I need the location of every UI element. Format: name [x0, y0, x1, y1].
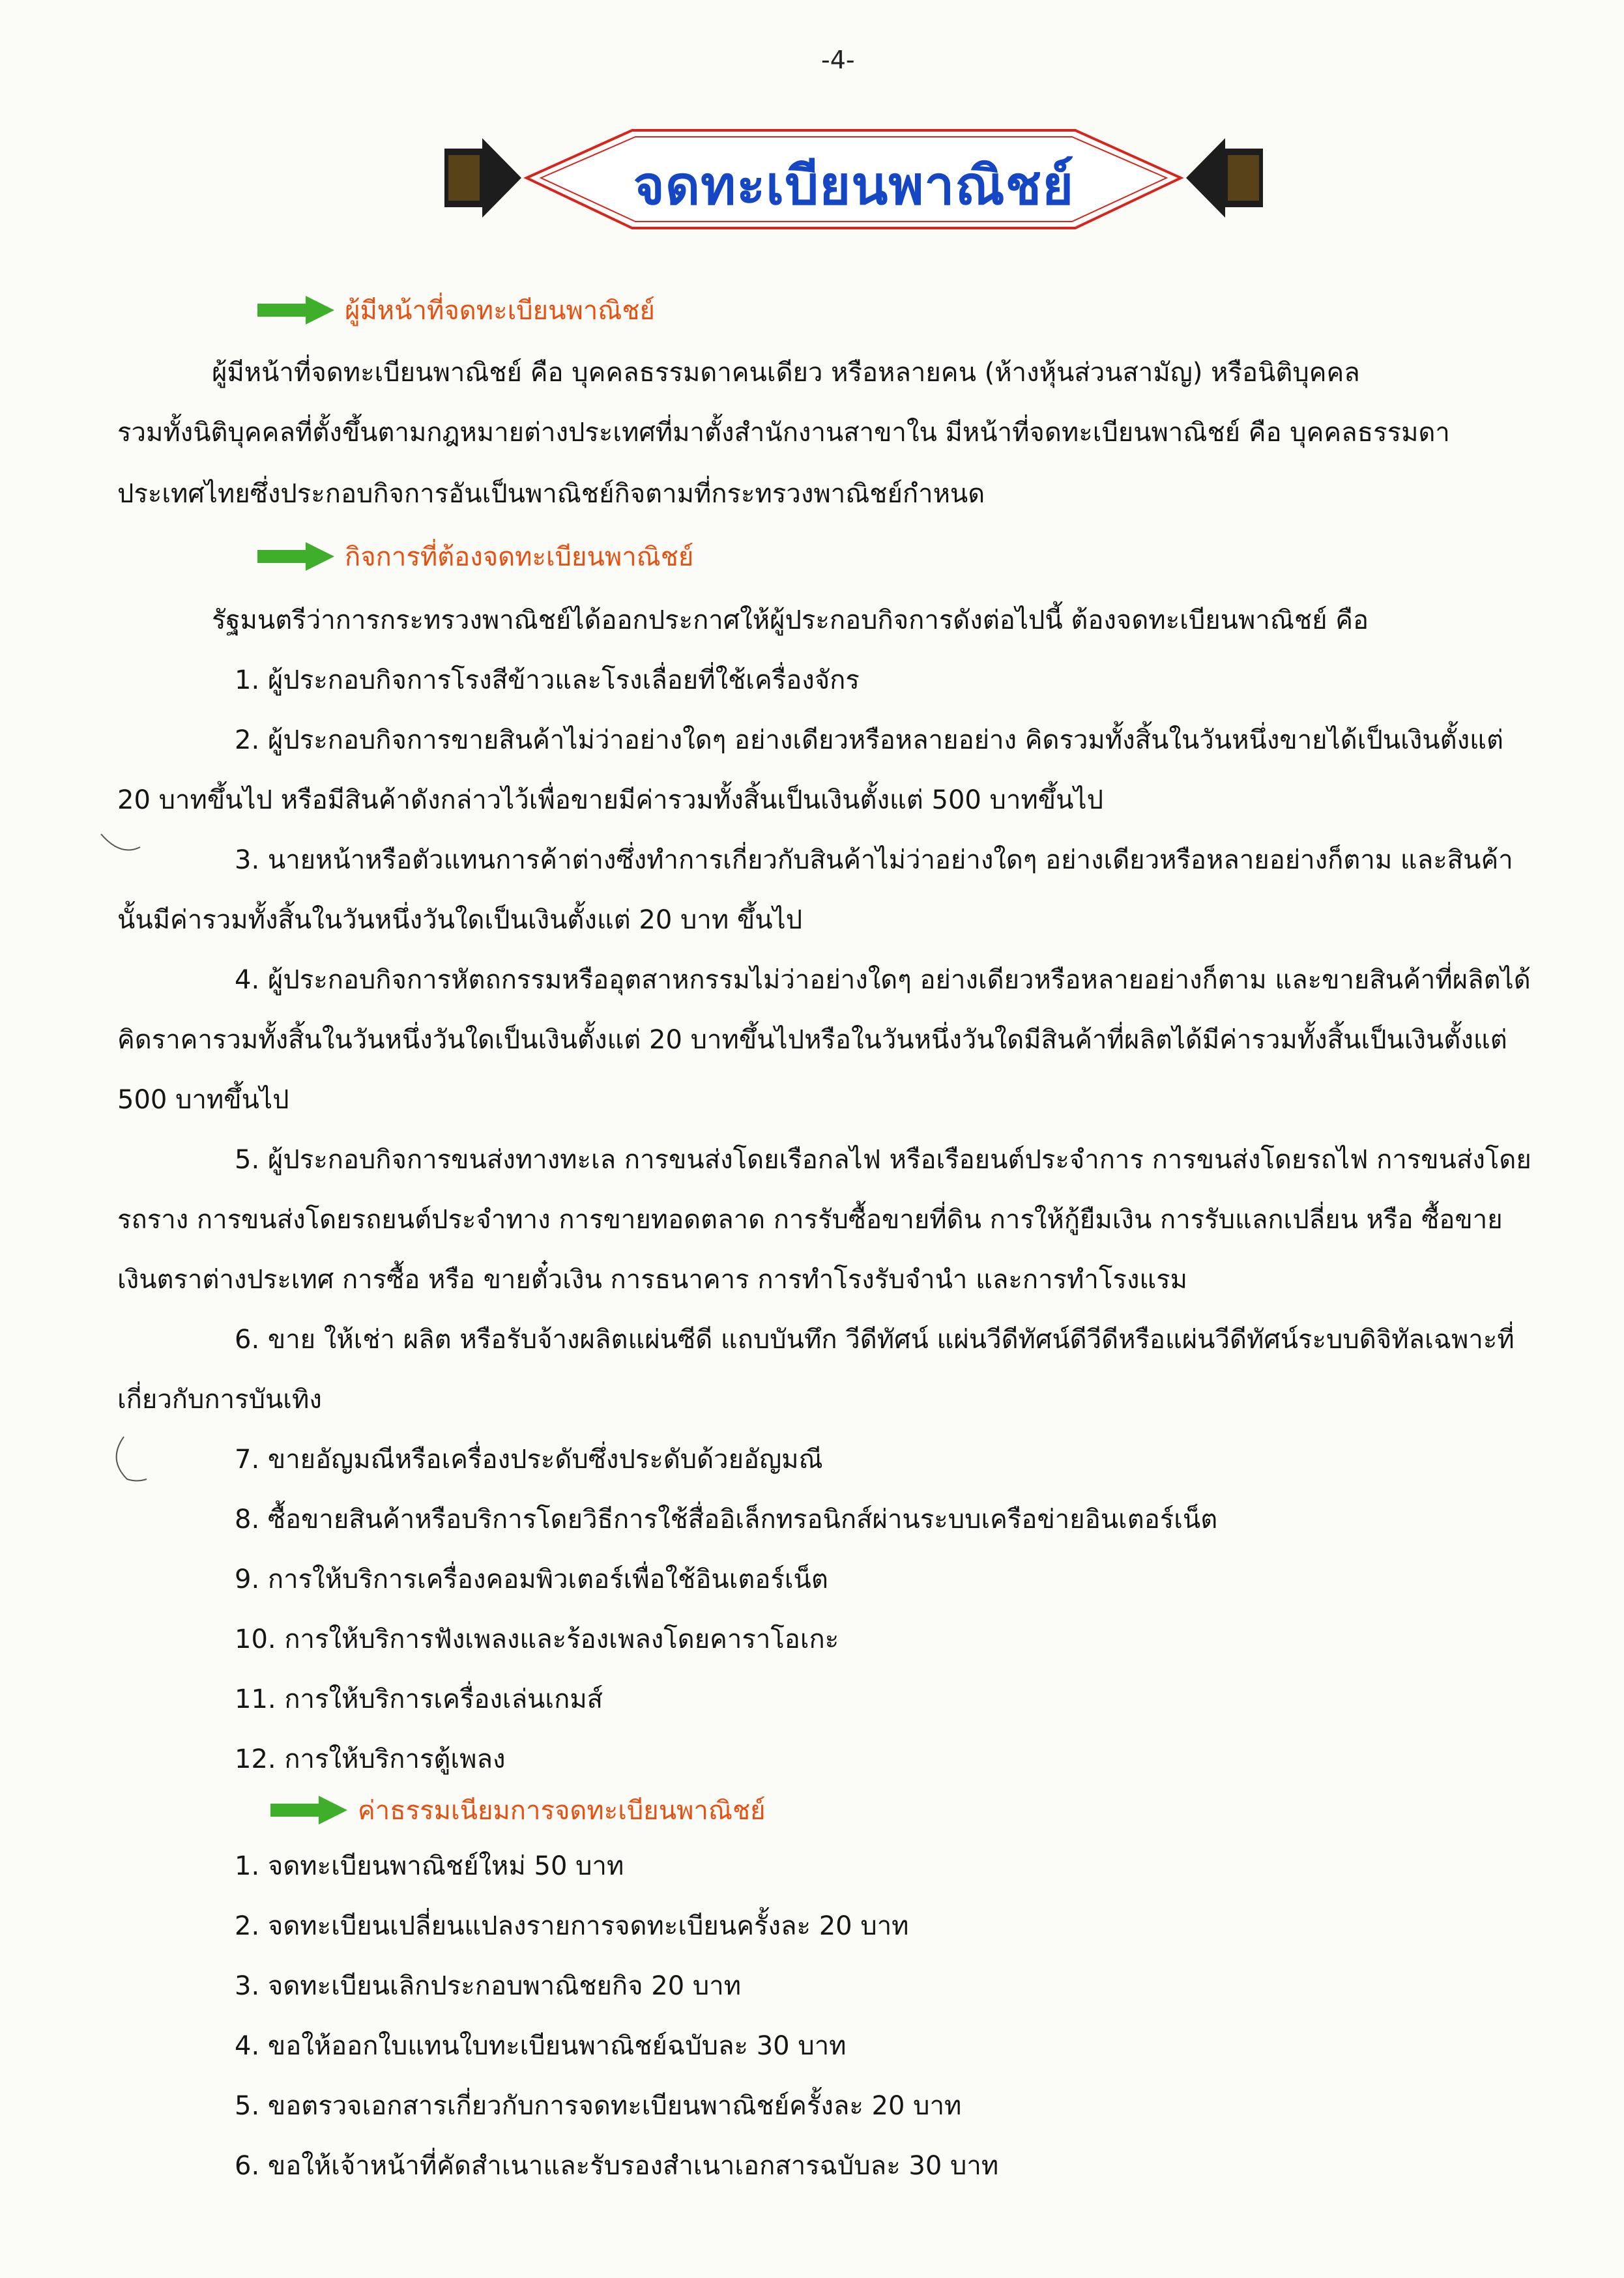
list-item: 8. ซื้อขายสินค้าหรือบริการโดยวิธีการใช้สื่ออิเล็กทรอนิกส์ผ่านระบบเครือข่ายอินเตอร์เน็ต [235, 1505, 1218, 1535]
green-arrow-icon [257, 295, 336, 326]
title-banner [443, 98, 1264, 274]
list-item-continuation: เกี่ยวกับการบันเทิง [117, 1385, 322, 1415]
list-item: 9. การให้บริการเครื่องคอมพิวเตอร์เพื่อใช้อินเตอร์เน็ต [235, 1564, 828, 1594]
list-item-continuation: รถราง การขนส่งโดยรถยนต์ประจำทาง การขายทอดตลาด การรับซื้อขายที่ดิน การให้กู้ยืมเงิน การรับแลกเปลี่ยน หรือ ซื้อขาย [117, 1205, 1503, 1235]
section-heading-duty [257, 289, 655, 331]
list-item: 11. การให้บริการเครื่องเล่นเกมส์ [235, 1684, 603, 1714]
list-item: 10. การให้บริการฟังเพลงและร้องเพลงโดยคาราโอเกะ [235, 1624, 839, 1654]
list-item-continuation: เงินตราต่างประเทศ การซื้อ หรือ ขายตั๋วเงิน การธนาคาร การทำโรงรับจำนำ และการทำโรงแรม [117, 1265, 1188, 1295]
list-item: 12. การให้บริการตู้เพลง [235, 1744, 506, 1774]
list-item: 2. ผู้ประกอบกิจการขายสินค้าไม่ว่าอย่างใดๆ อย่างเดียวหรือหลายอย่าง คิดรวมทั้งสิ้นในวันหนึ่งขายได้เป็นเงินตั้งแต่ [235, 725, 1503, 755]
fee-item: 6. ขอให้เจ้าหน้าที่คัดสำเนาและรับรองสำเนาเอกสารฉบับละ 30 บาท [235, 2151, 999, 2181]
fee-item: 5. ขอตรวจเอกสารเกี่ยวกับการจดทะเบียนพาณิชย์ครั้งละ 20 บาท [235, 2091, 962, 2121]
section-title: ผู้มีหน้าที่จดทะเบียนพาณิชย์ [345, 296, 655, 326]
list-item: 1. ผู้ประกอบกิจการโรงสีข้าวและโรงเลื่อยที่ใช้เครื่องจักร [235, 665, 860, 695]
fee-item: 1. จดทะเบียนพาณิชย์ใหม่ 50 บาท [235, 1851, 624, 1881]
section-title: ค่าธรรมเนียมการจดทะเบียนพาณิชย์ [358, 1796, 766, 1826]
list-item-continuation: คิดราคารวมทั้งสิ้นในวันหนึ่งวันใดเป็นเงินตั้งแต่ 20 บาทขึ้นไปหรือในวันหนึ่งวันใดมีสินค้าที่ผลิตได้มีค่ารวมทั้งสิ้นเป็นเงินตั้งแต่ [117, 1025, 1507, 1055]
page-number: -4- [821, 46, 855, 74]
fee-item: 3. จดทะเบียนเลิกประกอบพาณิชยกิจ 20 บาท [235, 1971, 742, 2001]
punch-hole-mark [98, 828, 143, 860]
list-item: 7. ขายอัญมณีหรือเครื่องประดับซึ่งประดับด้วยอัญมณี [235, 1445, 823, 1475]
fee-item: 4. ขอให้ออกใบแทนใบทะเบียนพาณิชย์ฉบับละ 30 บาท [235, 2031, 847, 2061]
list-item-continuation: 500 บาทขึ้นไป [117, 1085, 289, 1115]
section-heading-fees [270, 1789, 766, 1831]
paragraph-line: ประเทศไทยซึ่งประกอบกิจการอันเป็นพาณิชย์กิจตามที่กระทรวงพาณิชย์กำหนด [117, 479, 985, 509]
section-heading-businesses [257, 536, 693, 577]
list-item: 5. ผู้ประกอบกิจการขนส่งทางทะเล การขนส่งโดยเรือกลไฟ หรือเรือยนต์ประจำการ การขนส่งโดยรถไฟ การขนส่งโดย [235, 1145, 1531, 1175]
list-item-continuation: นั้นมีค่ารวมทั้งสิ้นในวันหนึ่งวันใดเป็นเงินตั้งแต่ 20 บาท ขึ้นไป [117, 905, 803, 935]
paragraph-line: ผู้มีหน้าที่จดทะเบียนพาณิชย์ คือ บุคคลธรรมดาคนเดียว หรือหลายคน (ห้างหุ้นส่วนสามัญ) หรือนิติบุคคล [212, 358, 1360, 388]
paragraph-line: รวมทั้งนิติบุคคลที่ตั้งขึ้นตามกฎหมายต่างประเทศที่มาตั้งสำนักงานสาขาใน มีหน้าที่จดทะเบียนพาณิชย์ คือ บุคคลธรรมดา [117, 418, 1450, 448]
section-title: กิจการที่ต้องจดทะเบียนพาณิชย์ [345, 542, 694, 572]
list-item: 6. ขาย ให้เช่า ผลิต หรือรับจ้างผลิตแผ่นซีดี แถบบันทึก วีดีทัศน์ แผ่นวีดีทัศน์ดีวีดีหรือแผ่นวีดีทัศน์ระบบดิจิทัลเฉพาะที่ [235, 1325, 1515, 1355]
paragraph-line: รัฐมนตรีว่าการกระทรวงพาณิชย์ได้ออกประกาศให้ผู้ประกอบกิจการดังต่อไปนี้ ต้องจดทะเบียนพาณิชย์ คือ [212, 605, 1369, 635]
page-title: จดทะเบียนพาณิชย์ [633, 155, 1075, 217]
list-item-continuation: 20 บาทขึ้นไป หรือมีสินค้าดังกล่าวไว้เพื่อขายมีค่ารวมทั้งสิ้นเป็นเงินตั้งแต่ 500 บาทขึ้นไป [117, 785, 1103, 815]
list-item: 3. นายหน้าหรือตัวแทนการค้าต่างซึ่งทำการเกี่ยวกับสินค้าไม่ว่าอย่างใดๆ อย่างเดียวหรือหลายอย่างก็ตาม และสินค้า [235, 845, 1513, 875]
punch-hole-mark [104, 1434, 150, 1486]
list-item: 4. ผู้ประกอบกิจการหัตถกรรมหรืออุตสาหกรรมไม่ว่าอย่างใดๆ อย่างเดียวหรือหลายอย่างก็ตาม และขายสินค้าที่ผลิตได้ [235, 965, 1531, 995]
fee-item: 2. จดทะเบียนเปลี่ยนแปลงรายการจดทะเบียนครั้งละ 20 บาท [235, 1911, 909, 1941]
green-arrow-icon [270, 1795, 349, 1826]
green-arrow-icon [257, 541, 336, 572]
